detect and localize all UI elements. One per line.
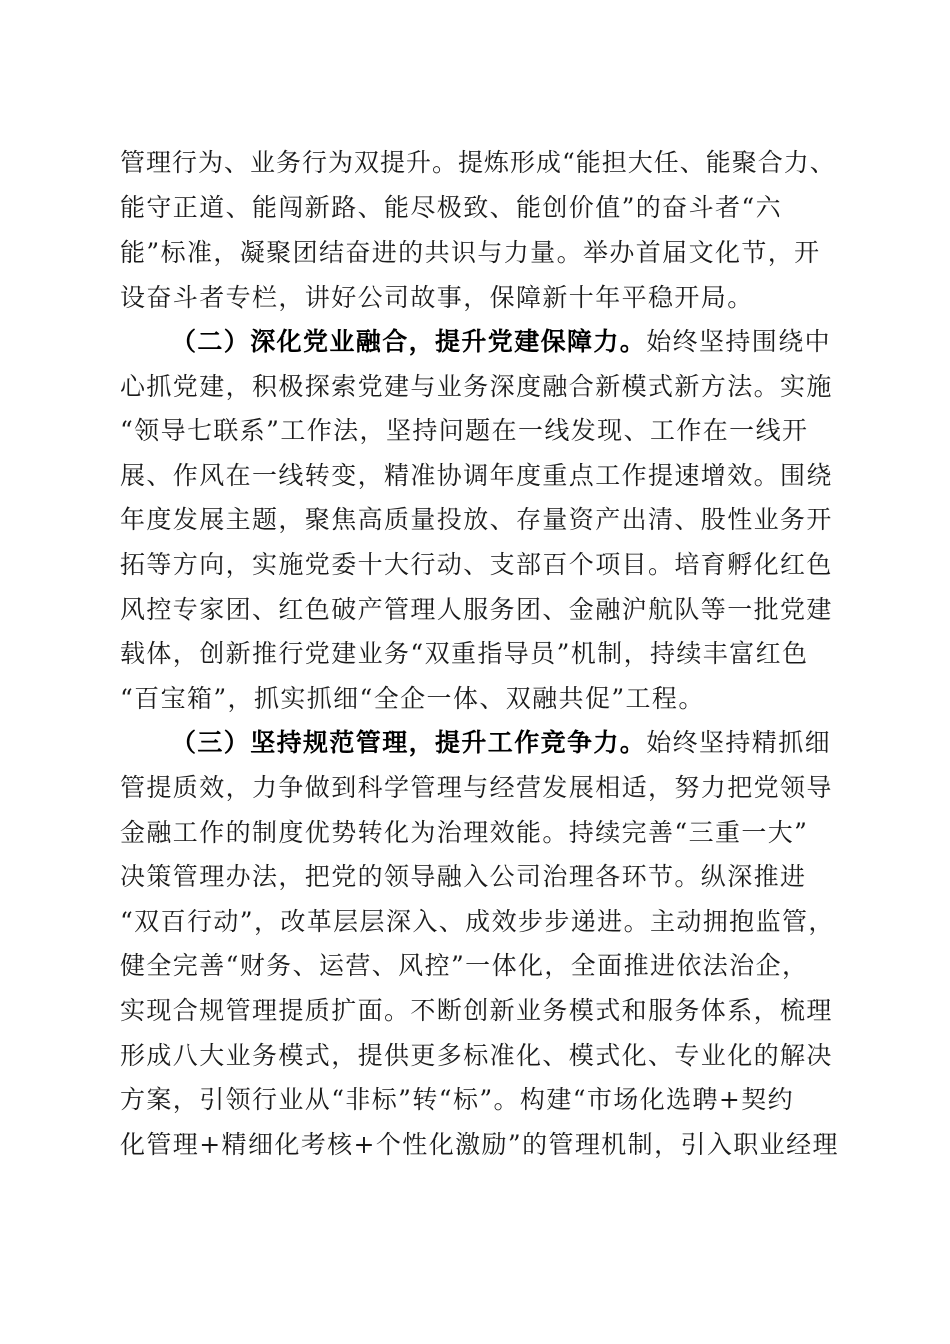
body-line: 管提质效，力争做到科学管理与经营发展相适，努力把党领导 [120,773,833,802]
section-2-first-line-text: 始终坚持围绕中 [646,327,832,356]
section-2-first-line [171,320,831,364]
body-line: 健全完善“财务、运营、风控”一体化，全面推进依法治企， [120,951,809,980]
body-line: “领导七联系”工作法，坚持问题在一线发现、工作在一线开 [120,416,809,445]
body-line: 实现合规管理提质扩面。不断创新业务模式和服务体系，梳理 [120,996,833,1025]
body-line: 能”标准，凝聚团结奋进的共识与力量。举办首届文化节，开 [120,238,821,267]
body-line: “双百行动”，改革层层深入、成效步步递进。主动拥抱监管， [120,907,835,936]
body-line: 载体，创新推行党建业务“双重指导员”机制，持续丰富红色 [120,639,809,668]
section-2-heading: （二）深化党业融合，提升党建保障力。 [171,327,647,356]
body-line: 管理行为、业务行为双提升。提炼形成“能担大任、能聚合力、 [120,148,836,177]
body-line: 拓等方向，实施党委十大行动、支部百个项目。培育孵化红色 [120,550,833,579]
body-line: “百宝箱”，抓实抓细“全企一体、双融共促”工程。 [120,684,705,713]
body-line: 决策管理办法，把党的领导融入公司治理各环节。纵深推进 [120,862,807,891]
body-line: 方案，引领行业从“非标”转“标”。构建“市场化选聘+契约 [120,1085,795,1114]
body-line: 风控专家团、红色破产管理人服务团、金融沪航队等一批党建 [120,595,833,624]
body-line: 化管理+精细化考核+个性化激励”的管理机制，引入职业经理 [120,1130,839,1159]
body-line: 展、作风在一线转变，精准协调年度重点工作提速增效。围绕 [120,461,833,490]
section-3-heading: （三）坚持规范管理，提升工作竞争力。 [171,728,647,757]
body-line: 心抓党建，积极探索党建与业务深度融合新模式新方法。实施 [120,372,833,401]
body-line: 设奋斗者专栏，讲好公司故事，保障新十年平稳开局。 [120,283,754,312]
body-line: 金融工作的制度优势转化为治理效能。持续完善“三重一大” [120,818,809,847]
body-line: 能守正道、能闯新路、能尽极致、能创价值”的奋斗者“六 [120,193,782,222]
section-3-first-line [171,721,831,765]
body-line: 年度发展主题，聚焦高质量投放、存量资产出清、股性业务开 [120,505,833,534]
section-3-first-line-text: 始终坚持精抓细 [646,728,832,757]
body-line: 形成八大业务模式，提供更多标准化、模式化、专业化的解决 [120,1041,833,1070]
